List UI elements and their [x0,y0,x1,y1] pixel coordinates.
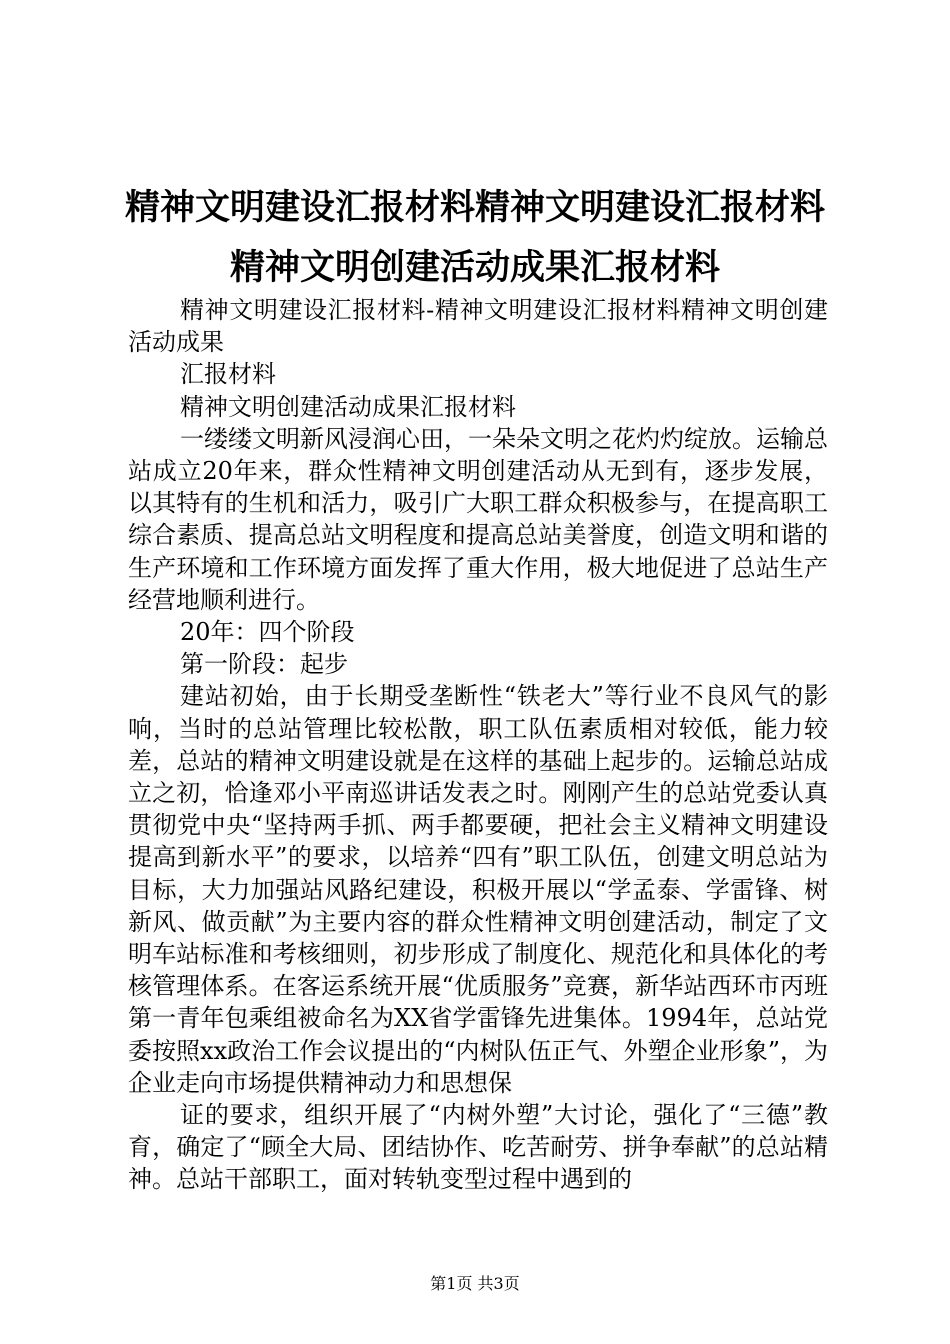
paragraph-heading: 精神文明创建活动成果汇报材料 [180,392,516,421]
document-title-line-1: 精神文明建设汇报材料精神文明建设汇报材料 [124,187,825,228]
paragraph-continuation: 证的要求，组织开展了“内树外塑”大讨论，强化了“三德”教育，确定了“顾全大局、团结协作、吃苦耐劳、拼争奉献”的总站精神。总站干部职工，面对转轨变型过程中遇到的 [128,1101,828,1194]
paragraph-subtitle: 汇报材料 [180,360,276,389]
page-footer: 第1页 共3页 [430,1274,520,1293]
paragraph-stage-one: 建站初始，由于长期受垄断性“铁老大”等行业不良风气的影响，当时的总站管理比较松散，职工队伍素质相对较低，能力较差，总站的精神文明建设就是在这样的基础上起步的。运输总站成立之初，恰逢邓小平南巡讲话发表之时。刚刚产生的总站党委认真贯彻党中央“坚持两手抓、两手都要硬，把社会主义精神文明建设提高到新水平”的要求，以培养“四有”职工队伍，创建文明总站为目标，大力加强站风路纪建设，积极开展以“学孟泰、学雷锋、树新风、做贡献”为主要内容的群众性精神文明创建活动，制定了文明车站标准和考核细则，初步形成了制度化、规范化和具体化的考核管理体系。在客运系统开展“优质服务”竞赛，新华站西环市丙班第一青年包乘组被命名为XX省学雷锋先进集体。1994年，总站党委按照xx政治工作会议提出的“内树队伍正气、外塑企业形象”，为企业走向市场提供精神动力和思想保 [128,682,828,1097]
section-heading-stage-one: 第一阶段：起步 [180,650,348,679]
document-title-line-2: 精神文明创建活动成果汇报材料 [229,247,720,288]
document-body [128,294,828,1196]
paragraph-overview: 一缕缕文明新风浸润心田，一朵朵文明之花灼灼绽放。运输总站成立20年来，群众性精神文明创建活动从无到有，逐步发展，以其特有的生机和活力，吸引广大职工群众积极参与，在提高职工综合素质、提高总站文明程度和提高总站美誉度，创造文明和谐的生产环境和工作环境方面发挥了重大作用，极大地促进了总站生产经营地顺利进行。 [128,424,828,614]
section-heading-stages: 20年：四个阶段 [180,618,355,647]
paragraph-intro: 精神文明建设汇报材料-精神文明建设汇报材料精神文明创建活动成果 [128,296,828,357]
